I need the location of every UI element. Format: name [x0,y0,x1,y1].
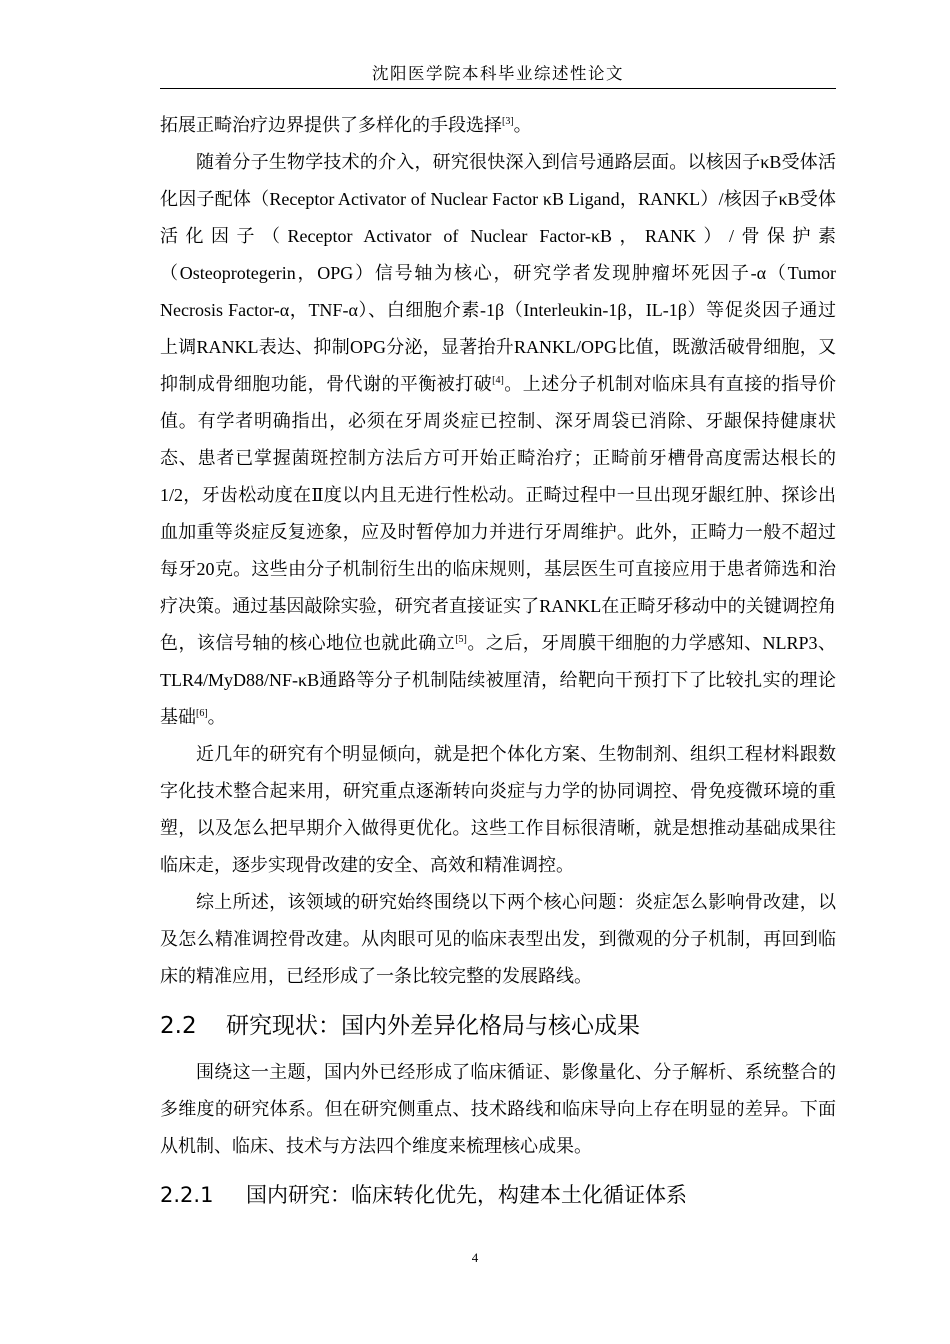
header-rule [160,88,836,89]
paragraph-text: 。 [513,115,532,135]
citation: [3] [502,116,514,127]
running-header: 沈阳医学院本科毕业综述性论文 [372,64,624,83]
paragraph-text: 。 [207,707,226,727]
page-number: 4 [471,1250,479,1265]
section-number: 2.2 [160,1013,197,1039]
section-heading [160,1009,836,1043]
citation: [5] [455,634,467,645]
paragraph-mechanism [160,144,836,736]
citation: [6] [196,708,208,719]
citation: [4] [492,375,504,386]
paragraph-trend: 近几年的研究有个明显倾向，就是把个体化方案、生物制剂、组织工程材料跟数字化技术整合起来用，研究重点逐渐转向炎症与力学的协同调控、骨免疫微环境的重塑，以及怎么把早期介入做得更优化。这些工作目标很清晰，就是想推动基础成果往临床走，逐步实现骨改建的安全、高效和精准调控。 [160,744,836,875]
paragraph-continuation [160,107,836,144]
section-title: 研究现状：国内外差异化格局与核心成果 [226,1013,640,1039]
paragraph-text: 。上述分子机制对临床具有直接的指导价值。有学者明确指出，必须在牙周炎症已控制、深牙周袋已消除、牙龈保持健康状态、患者已掌握菌斑控制方法后方可开始正畸治疗；正畸前牙槽骨高度需达根长的1/2，牙齿松动度在Ⅱ度以内且无进行性松动。正畸过程中一旦出现牙龈红肿、探诊出血加重等炎症反复迹象，应及时暂停加力并进行牙周维护。此外，正畸力一般不超过每牙20克。这些由分子机制衍生出的临床规则，基层医生可直接应用于患者筛选和治疗决策。通过基因敲除实验，研究者直接证实了RANKL在正畸牙移动中的关键调控角色，该信号轴的核心地位也就此确立 [160,374,837,653]
paragraph-text: 拓展正畸治疗边界提供了多样化的手段选择 [160,115,502,135]
subsection-title: 国内研究：临床转化优先，构建本土化循证体系 [246,1183,687,1207]
paragraph-summary: 综上所述，该领域的研究始终围绕以下两个核心问题：炎症怎么影响骨改建，以及怎么精准调控骨改建。从肉眼可见的临床表型出发，到微观的分子机制，再回到临床的精准应用，已经形成了一条比较完整的发展路线。 [160,892,836,986]
paragraph-text: 。之后，牙周膜干细胞的力学感知、NLRP3、TLR4/MyD88/NF-κB通路等分子机制陆续被厘清，给靶向干预打下了比较扎实的理论基础 [160,633,837,727]
paragraph-text: 随着分子生物学技术的介入，研究很快深入到信号通路层面。以核因子κB受体活化因子配体（Receptor Activator of Nuclear Factor κB Ligand，RANKL）/核因子κB受体活化因子（Receptor Activator of Nuclear Factor-κB，RANK）/骨保护素（Osteoprotegerin，OPG）信号轴为核心，研究学者发现肿瘤坏死因子-α（Tumor Necrosis Factor-α，TNF-α）、白细胞介素-1β（Interleukin-1β，IL-1β）等促炎因子通过上调RANKL表达、抑制OPG分泌，显著抬升RANKL/OPG比值，既激活破骨细胞，又抑制成骨细胞功能，骨代谢的平衡被打破 [160,152,836,394]
body-text [160,107,836,1211]
paragraph-intro: 围绕这一主题，国内外已经形成了临床循证、影像量化、分子解析、系统整合的多维度的研究体系。但在研究侧重点、技术路线和临床导向上存在明显的差异。下面从机制、临床、技术与方法四个维度来梳理核心成果。 [160,1062,836,1156]
subsection-number: 2.2.1 [160,1183,214,1207]
subsection-heading [160,1179,836,1211]
